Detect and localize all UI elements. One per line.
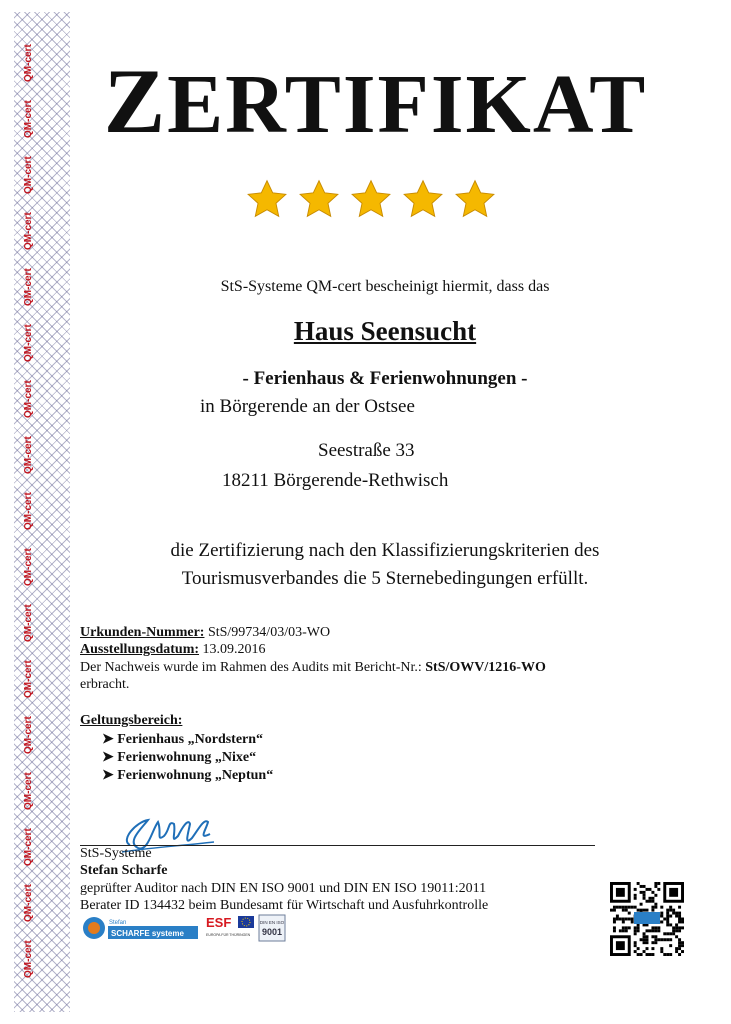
audit-proof: Der Nachweis wurde im Rahmen des Audits mit Bericht-Nr.: StS/OWV/1216-WO xyxy=(80,660,546,675)
border-label: QM-cert xyxy=(23,548,34,586)
statement-line-2: Tourismusverbandes die 5 Sternebedingungen erfüllt. xyxy=(181,568,589,589)
property-name: Haus Seensucht xyxy=(293,316,477,346)
svg-text:ESF: ESF xyxy=(206,915,232,930)
signature-line xyxy=(80,845,595,846)
document-number: Urkunden-Nummer: StS/99734/03/03-WO xyxy=(80,625,331,640)
qr-code[interactable] xyxy=(610,882,684,956)
svg-text:Stefan: Stefan xyxy=(109,920,127,926)
property-type: - Ferienhaus & Ferienwohnungen - xyxy=(242,368,528,389)
border-label: QM-cert xyxy=(23,940,34,978)
border-label: QM-cert xyxy=(23,436,34,474)
border-label: QM-cert xyxy=(23,100,34,138)
star-icon xyxy=(453,178,497,222)
issue-date: Ausstellungsdatum: 13.09.2016 xyxy=(80,642,266,657)
auditor-name: Stefan Scharfe xyxy=(80,863,168,878)
auditor-role: geprüfter Auditor nach DIN EN ISO 9001 und DIN EN ISO 19011:2011 xyxy=(80,881,487,896)
border-label: QM-cert xyxy=(23,884,34,922)
border-label: QM-cert xyxy=(23,324,34,362)
arrow-icon: ➤ xyxy=(102,750,118,765)
svg-text:EUROPA FÜR THÜRINGEN: EUROPA FÜR THÜRINGEN xyxy=(206,933,251,937)
company-name: StS-Systeme xyxy=(80,846,152,861)
scope-label: Geltungsbereich: xyxy=(80,713,183,728)
border-label: QM-cert xyxy=(23,660,34,698)
border-label: QM-cert xyxy=(23,268,34,306)
statement-line-1: die Zertifizierung nach den Klassifizierungskriterien des xyxy=(170,540,600,561)
star-rating xyxy=(245,178,505,230)
street-address: Seestraße 33 xyxy=(318,440,415,461)
intro-text: StS-Systeme QM-cert bescheinigt hiermit, dass das xyxy=(220,278,550,295)
scope-item: ➤ Ferienwohnung „Nixe“ xyxy=(102,750,257,765)
border-label: QM-cert xyxy=(23,716,34,754)
arrow-icon: ➤ xyxy=(102,732,118,747)
border-label: QM-cert xyxy=(23,604,34,642)
border-label: QM-cert xyxy=(23,828,34,866)
svg-text:DIN EN ISO: DIN EN ISO xyxy=(259,920,285,925)
border-label: QM-cert xyxy=(23,156,34,194)
svg-text:SCHARFE systeme: SCHARFE systeme xyxy=(111,929,184,938)
iso-9001-badge xyxy=(258,914,286,942)
border-label: QM-cert xyxy=(23,212,34,250)
scope-item: ➤ Ferienhaus „Nordstern“ xyxy=(102,732,264,747)
star-icon xyxy=(349,178,393,222)
svg-text:9001: 9001 xyxy=(261,927,283,937)
property-location: in Börgerende an der Ostsee xyxy=(200,396,415,417)
decorative-border xyxy=(14,12,70,1012)
border-label: QM-cert xyxy=(23,44,34,82)
star-icon xyxy=(401,178,445,222)
star-icon xyxy=(245,178,289,222)
border-label: QM-cert xyxy=(23,772,34,810)
sts-systeme-logo xyxy=(82,914,200,942)
berater-id: Berater ID 134432 beim Bundesamt für Wirtschaft und Ausfuhrkontrolle xyxy=(80,898,489,913)
star-icon xyxy=(297,178,341,222)
border-label: QM-cert xyxy=(23,492,34,530)
arrow-icon: ➤ xyxy=(102,768,118,783)
border-label: QM-cert xyxy=(23,380,34,418)
city-address: 18211 Börgerende-Rethwisch xyxy=(222,470,449,491)
esf-logo xyxy=(204,914,256,942)
scope-item: ➤ Ferienwohnung „Neptun“ xyxy=(102,768,274,783)
audit-proof-suffix: erbracht. xyxy=(80,677,130,692)
certificate-title: ZERTIFIKAT xyxy=(103,50,648,152)
